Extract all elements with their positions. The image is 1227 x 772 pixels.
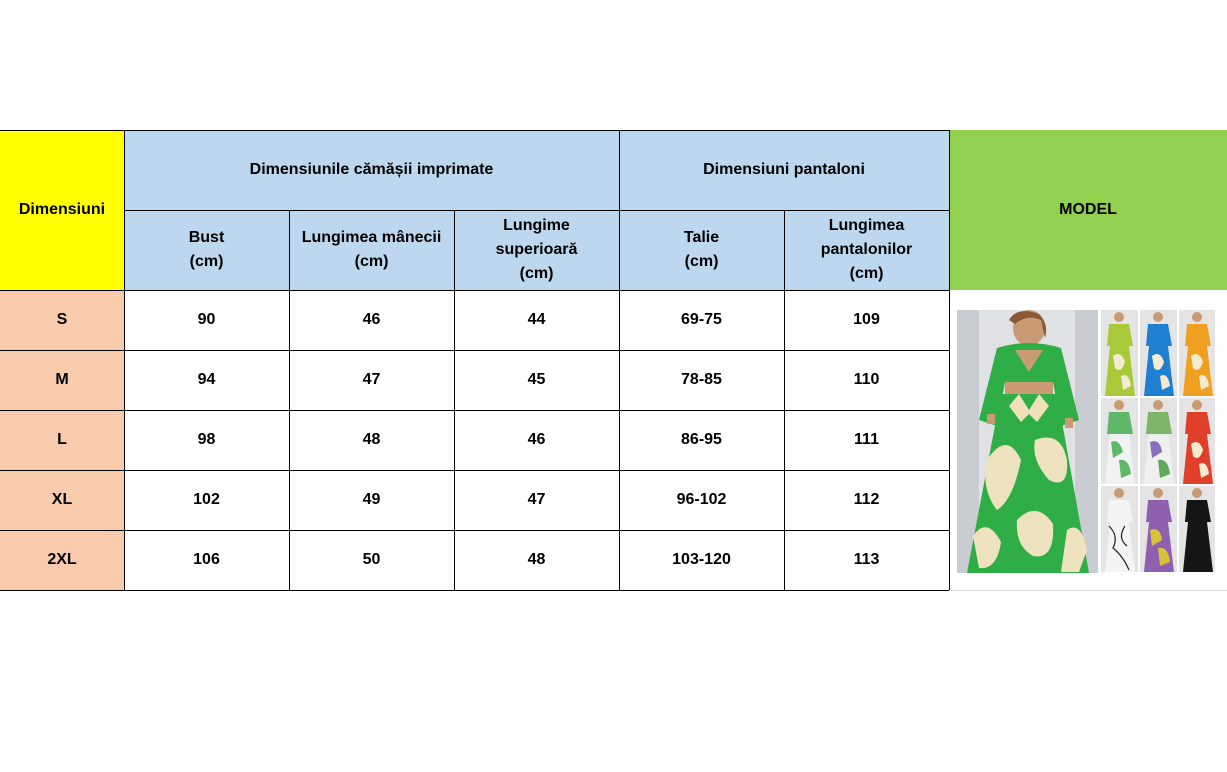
table-cell xyxy=(454,290,619,350)
size-label: M xyxy=(55,371,69,388)
column-header-line: Talie xyxy=(683,229,720,246)
column-header-line: (cm) xyxy=(519,265,554,282)
black-outfit-thumb-icon xyxy=(1179,486,1215,572)
column-header-sleeve-length xyxy=(289,210,454,290)
column-header-line: (cm) xyxy=(849,265,884,282)
lime-floral-outfit-thumb-icon xyxy=(1101,310,1138,396)
column-header-pants-length xyxy=(784,210,949,290)
shirt-dimensions-group-header xyxy=(124,130,619,210)
size-label: S xyxy=(56,311,68,328)
table-cell xyxy=(454,410,619,470)
column-header-line: (cm) xyxy=(354,253,389,270)
table-cell xyxy=(784,290,949,350)
cell-value: 47 xyxy=(527,491,546,508)
cell-value: 47 xyxy=(362,371,381,388)
size-label: XL xyxy=(51,491,73,508)
column-header-waist xyxy=(619,210,784,290)
cell-value: 48 xyxy=(527,551,546,568)
column-header-line: Bust xyxy=(188,229,225,246)
model-photo-main xyxy=(957,310,1098,573)
model-thumbnail xyxy=(1101,310,1138,396)
purple-floral-outfit-thumb-icon xyxy=(1140,398,1177,484)
cell-value: 50 xyxy=(362,551,381,568)
table-cell xyxy=(289,410,454,470)
model-header xyxy=(949,130,1227,290)
column-header-line: Lungimea mânecii xyxy=(301,229,442,246)
cell-value: 109 xyxy=(853,311,880,328)
column-header-line: Lungimea xyxy=(828,217,905,234)
model-thumbnail xyxy=(1140,310,1177,396)
cell-value: 94 xyxy=(197,371,216,388)
size-cell xyxy=(0,530,124,590)
model-header-label: MODEL xyxy=(1059,201,1117,218)
cell-value: 96-102 xyxy=(676,491,727,508)
table-cell xyxy=(784,470,949,530)
table-cell xyxy=(619,530,784,590)
model-thumbnail xyxy=(1179,486,1215,572)
table-cell xyxy=(619,470,784,530)
model-thumbnail xyxy=(1101,398,1138,484)
table-cell xyxy=(619,290,784,350)
table-cell xyxy=(454,530,619,590)
model-thumbnail xyxy=(1101,486,1138,572)
cell-value: 48 xyxy=(362,431,381,448)
column-header-line: superioară xyxy=(495,241,578,258)
size-label: 2XL xyxy=(47,551,77,568)
table-cell xyxy=(124,410,289,470)
cell-value: 44 xyxy=(527,311,546,328)
white-print-outfit-thumb-icon xyxy=(1101,486,1138,572)
table-cell xyxy=(289,530,454,590)
cell-value: 46 xyxy=(527,431,546,448)
table-cell xyxy=(784,530,949,590)
red-floral-outfit-thumb-icon xyxy=(1179,398,1215,484)
cell-value: 98 xyxy=(197,431,216,448)
table-cell xyxy=(784,350,949,410)
table-cell xyxy=(619,410,784,470)
table-cell xyxy=(289,290,454,350)
cell-value: 102 xyxy=(193,491,220,508)
pants-dimensions-group-header xyxy=(619,130,949,210)
table-cell xyxy=(454,470,619,530)
size-cell xyxy=(0,470,124,530)
table-cell xyxy=(124,350,289,410)
blue-floral-outfit-thumb-icon xyxy=(1140,310,1177,396)
column-header-line: (cm) xyxy=(684,253,719,270)
green-leaf-outfit-thumb-icon xyxy=(1101,398,1138,484)
column-header-top-length xyxy=(454,210,619,290)
orange-floral-outfit-thumb-icon xyxy=(1179,310,1215,396)
model-thumbnail xyxy=(1179,310,1215,396)
table-cell xyxy=(124,470,289,530)
cell-value: 49 xyxy=(362,491,381,508)
column-header-bust xyxy=(124,210,289,290)
model-thumbnail xyxy=(1140,398,1177,484)
table-cell xyxy=(289,350,454,410)
table-cell xyxy=(124,530,289,590)
column-header-line: Lungime xyxy=(503,217,570,234)
model-thumbnail xyxy=(1179,398,1215,484)
cell-value: 78-85 xyxy=(681,371,722,388)
table-cell xyxy=(784,410,949,470)
cell-value: 69-75 xyxy=(681,311,722,328)
size-cell xyxy=(0,410,124,470)
model-thumbnail xyxy=(1140,486,1177,572)
purple-yellow-outfit-thumb-icon xyxy=(1140,486,1177,572)
cell-value: 46 xyxy=(362,311,381,328)
table-cell xyxy=(454,350,619,410)
size-label: L xyxy=(57,431,67,448)
cell-value: 90 xyxy=(197,311,216,328)
size-cell xyxy=(0,290,124,350)
cell-value: 110 xyxy=(853,371,880,388)
cell-value: 112 xyxy=(853,491,880,508)
shirt-group-label: Dimensiunile cămășii imprimate xyxy=(249,161,494,178)
cell-value: 103-120 xyxy=(672,551,731,568)
dimensions-header-label: Dimensiuni xyxy=(18,201,106,218)
woman-green-floral-outfit-photo-icon xyxy=(957,310,1098,573)
cell-value: 111 xyxy=(854,431,879,448)
table-cell xyxy=(124,290,289,350)
table-cell xyxy=(289,470,454,530)
cell-value: 113 xyxy=(853,551,880,568)
cell-value: 45 xyxy=(527,371,546,388)
dimensions-header xyxy=(0,130,124,290)
table-cell xyxy=(619,350,784,410)
column-header-line: (cm) xyxy=(189,253,224,270)
pants-group-label: Dimensiuni pantaloni xyxy=(703,161,865,178)
column-header-line: pantalonilor xyxy=(820,241,913,258)
cell-value: 106 xyxy=(193,551,220,568)
cell-value: 86-95 xyxy=(681,431,722,448)
size-cell xyxy=(0,350,124,410)
